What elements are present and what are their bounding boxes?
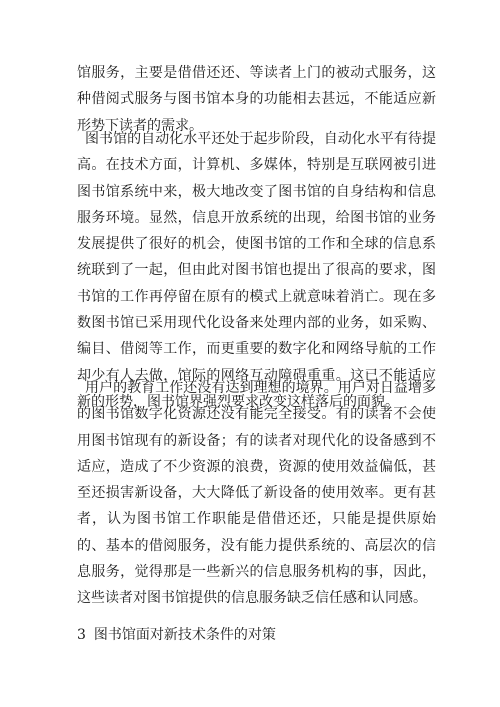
paragraph-library-passive-service: 馆服务，主要是借借还还、等读者上门的被动式服务，这种借阅式服务与图书馆本身的功能相去甚远，不能适应新形势下读者的需求。 [77,65,436,134]
section-heading [77,622,276,648]
paragraph-automation-level: 图书馆的自动化水平还处于起步阶段，自动化水平有待提高。在技术方面，计算机、多媒体，特别是互联网被引进图书馆系统中来，极大地改变了图书馆的自身结构和信息服务环境。显然，信息开放系统的出现，给图书馆的业务发展提供了很好的机会，使图书馆的工作和全球的信息系统联到了一起，但由此对图书馆也提出了很高的要求，图书馆的工作再停留在原有的模式上就意味着消亡。现在多数图书馆已采用现代化设备来处理内部的业务，如采购、编目、借阅等工作，而更重要的数字化和网络导航的工作却少有人去做，馆际的网络互动障碍重重。这已不能适应新的形势，图书馆界强烈要求改变这样落后的面貌。 [77,131,436,410]
section-number: 3 [77,627,86,643]
section-title: 图书馆面对新技术条件的对策 [93,627,276,643]
paragraph-user-education: 用户的教育工作还没有达到理想的境界。用户对日益增多的图书馆数字化资源还没有能完全接受。有的读者不会使用图书馆现有的新设备；有的读者对现代化的设备感到不适应，造成了不少资源的浪费，资源的使用效益偏低，甚至还损害新设备，大大降低了新设备的使用效率。更有甚者，认为图书馆工作职能是借借还还，只能是提供原始的、基本的借阅服务，没有能力提供系统的、高层次的信息服务，觉得那是一些新兴的信息服务机构的事，因此，这些读者对图书馆提供的信息服务缺乏信任感和认同感。 [77,380,436,607]
